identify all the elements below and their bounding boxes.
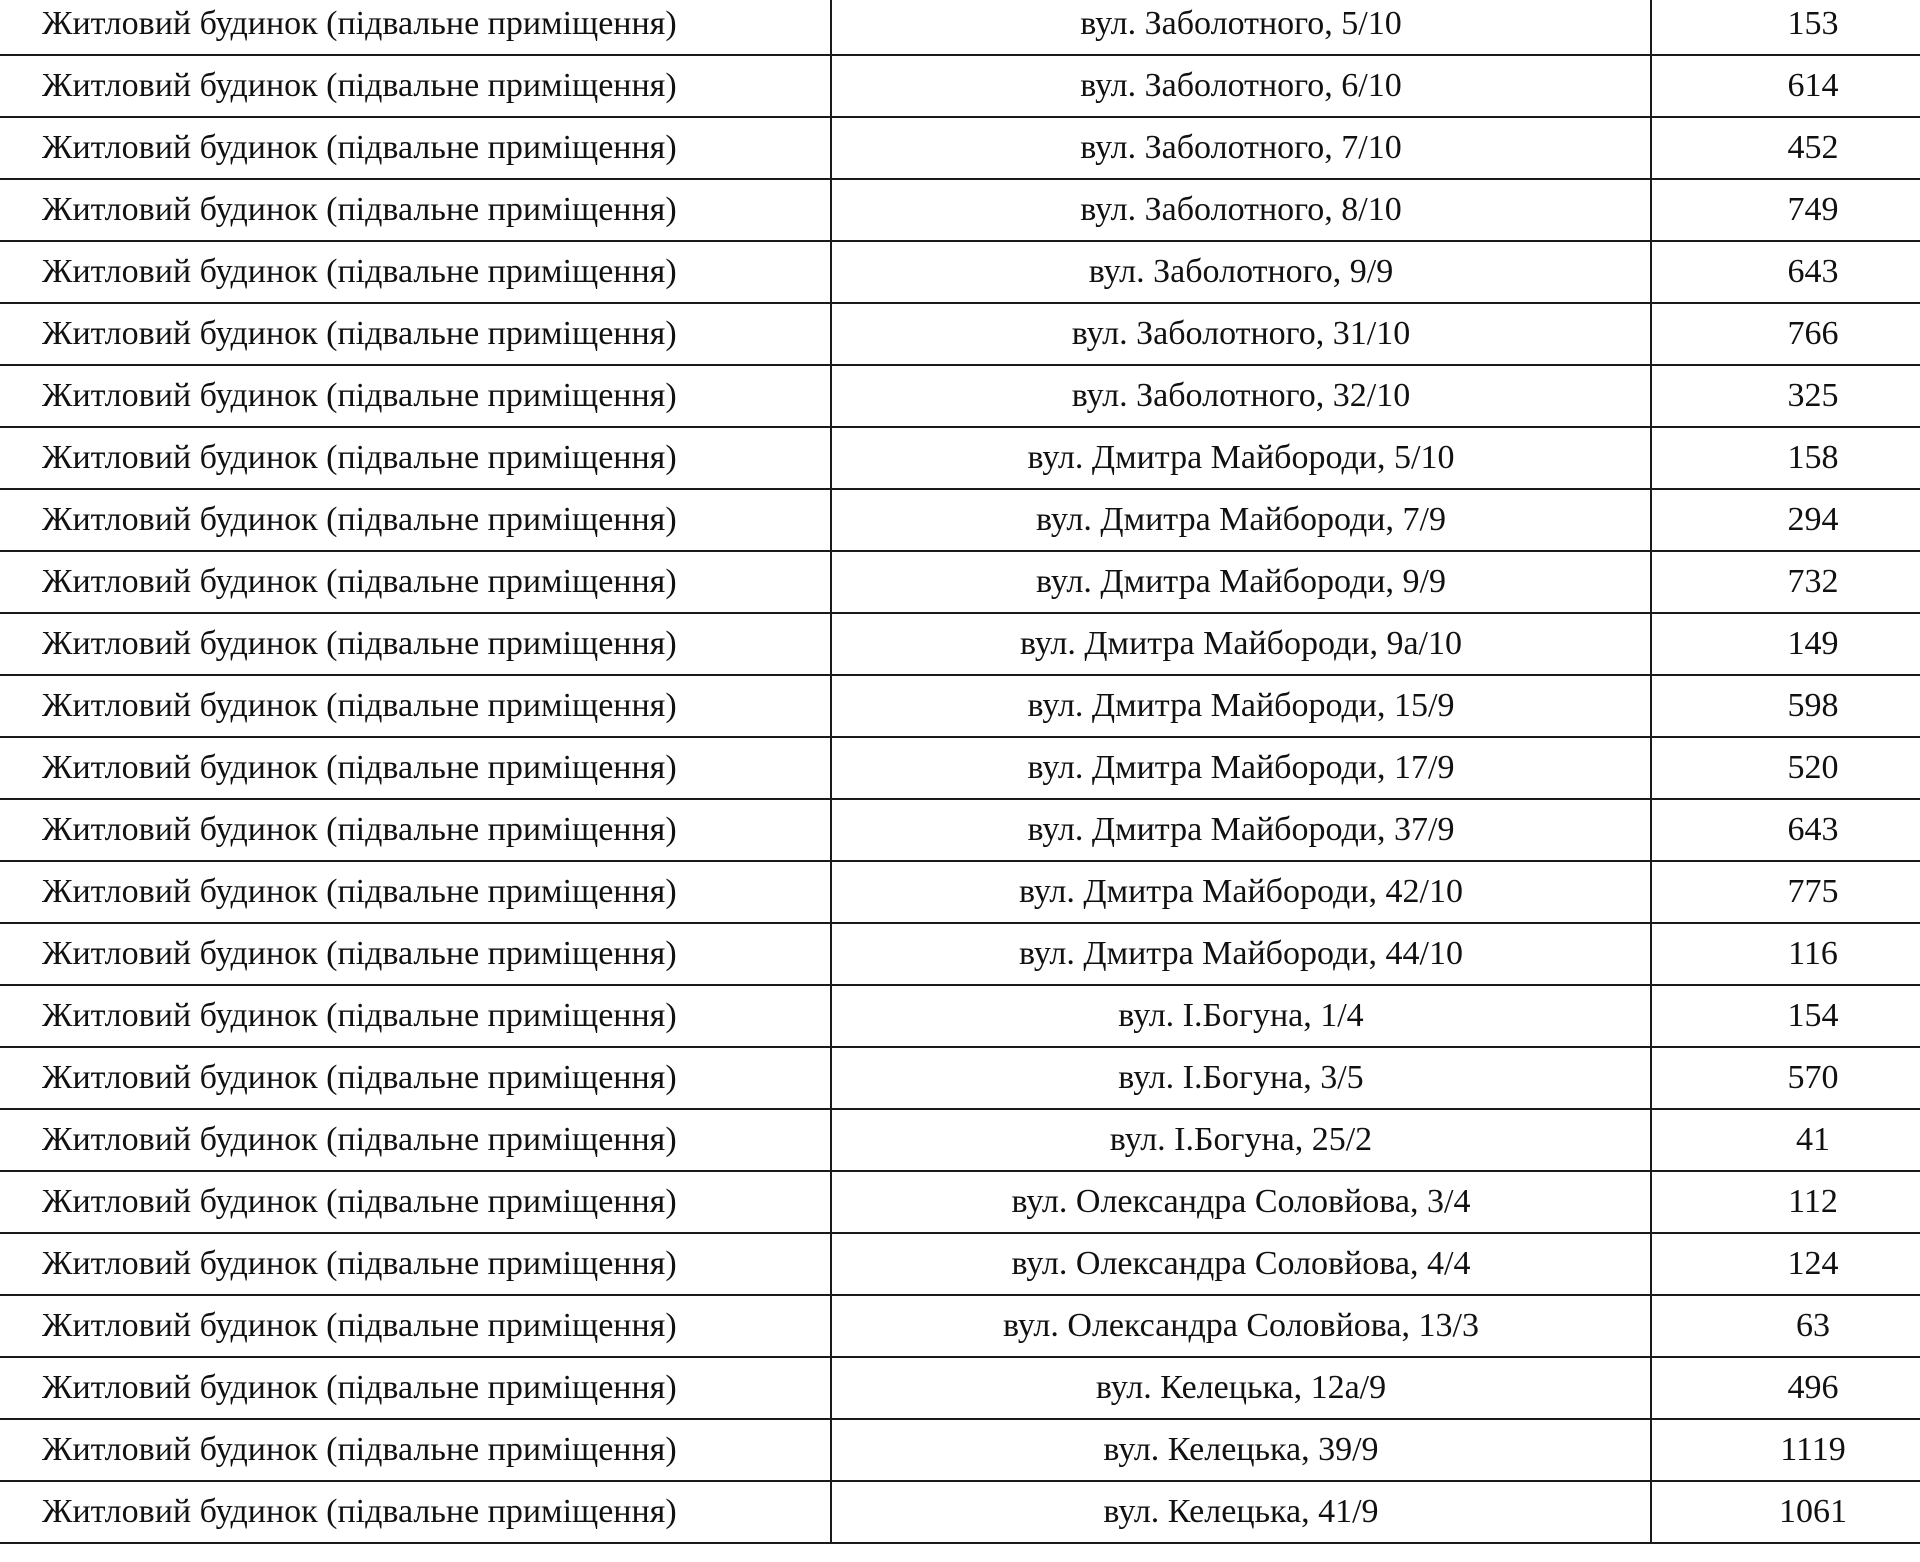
address-cell: вул. І.Богуна, 1/4 bbox=[831, 985, 1651, 1047]
table-row bbox=[0, 1419, 1920, 1481]
capacity-cell: 775 bbox=[1651, 861, 1920, 923]
table-row bbox=[0, 1233, 1920, 1295]
table-row bbox=[0, 737, 1920, 799]
table-row bbox=[0, 303, 1920, 365]
address-cell: вул. Олександра Соловйова, 3/4 bbox=[831, 1171, 1651, 1233]
address-cell: вул. Заболотного, 31/10 bbox=[831, 303, 1651, 365]
address-cell: вул. Заболотного, 32/10 bbox=[831, 365, 1651, 427]
capacity-cell: 643 bbox=[1651, 241, 1920, 303]
address-cell: вул. Заболотного, 8/10 bbox=[831, 179, 1651, 241]
capacity-cell: 749 bbox=[1651, 179, 1920, 241]
table-row bbox=[0, 241, 1920, 303]
shelter-type-cell: Житловий будинок (підвальне приміщення) bbox=[0, 551, 831, 613]
address-cell: вул. Олександра Соловйова, 4/4 bbox=[831, 1233, 1651, 1295]
capacity-cell: 766 bbox=[1651, 303, 1920, 365]
address-cell: вул. Дмитра Майбороди, 15/9 bbox=[831, 675, 1651, 737]
capacity-cell: 732 bbox=[1651, 551, 1920, 613]
shelter-type-cell: Житловий будинок (підвальне приміщення) bbox=[0, 365, 831, 427]
address-cell: вул. І.Богуна, 3/5 bbox=[831, 1047, 1651, 1109]
address-cell: вул. Дмитра Майбороди, 37/9 bbox=[831, 799, 1651, 861]
address-cell: вул. Дмитра Майбороди, 9/9 bbox=[831, 551, 1651, 613]
address-cell: вул. Заболотного, 9/9 bbox=[831, 241, 1651, 303]
shelter-type-cell: Житловий будинок (підвальне приміщення) bbox=[0, 861, 831, 923]
address-cell: вул. Заболотного, 7/10 bbox=[831, 117, 1651, 179]
table-row bbox=[0, 861, 1920, 923]
shelter-type-cell: Житловий будинок (підвальне приміщення) bbox=[0, 427, 831, 489]
table-row bbox=[0, 1481, 1920, 1543]
shelter-type-cell: Житловий будинок (підвальне приміщення) bbox=[0, 799, 831, 861]
shelter-type-cell: Житловий будинок (підвальне приміщення) bbox=[0, 179, 831, 241]
shelter-type-cell: Житловий будинок (підвальне приміщення) bbox=[0, 1233, 831, 1295]
table-row bbox=[0, 675, 1920, 737]
shelter-type-cell: Житловий будинок (підвальне приміщення) bbox=[0, 1047, 831, 1109]
address-cell: вул. Келецька, 41/9 bbox=[831, 1481, 1651, 1543]
address-cell: вул. Дмитра Майбороди, 44/10 bbox=[831, 923, 1651, 985]
address-cell: вул. Заболотного, 6/10 bbox=[831, 55, 1651, 117]
table-row bbox=[0, 985, 1920, 1047]
shelter-type-cell: Житловий будинок (підвальне приміщення) bbox=[0, 1357, 831, 1419]
capacity-cell: 294 bbox=[1651, 489, 1920, 551]
shelter-type-cell: Житловий будинок (підвальне приміщення) bbox=[0, 55, 831, 117]
address-cell: вул. Дмитра Майбороди, 42/10 bbox=[831, 861, 1651, 923]
address-cell: вул. Заболотного, 5/10 bbox=[831, 0, 1651, 55]
shelter-type-cell: Житловий будинок (підвальне приміщення) bbox=[0, 1109, 831, 1171]
capacity-cell: 153 bbox=[1651, 0, 1920, 55]
table-row bbox=[0, 1295, 1920, 1357]
shelter-type-cell: Житловий будинок (підвальне приміщення) bbox=[0, 923, 831, 985]
capacity-cell: 1061 bbox=[1651, 1481, 1920, 1543]
shelter-type-cell: Житловий будинок (підвальне приміщення) bbox=[0, 1419, 831, 1481]
capacity-cell: 598 bbox=[1651, 675, 1920, 737]
shelter-type-cell: Житловий будинок (підвальне приміщення) bbox=[0, 303, 831, 365]
capacity-cell: 1119 bbox=[1651, 1419, 1920, 1481]
capacity-cell: 158 bbox=[1651, 427, 1920, 489]
shelter-type-cell: Житловий будинок (підвальне приміщення) bbox=[0, 117, 831, 179]
capacity-cell: 643 bbox=[1651, 799, 1920, 861]
table-row bbox=[0, 117, 1920, 179]
capacity-cell: 614 bbox=[1651, 55, 1920, 117]
table-row bbox=[0, 1047, 1920, 1109]
capacity-cell: 149 bbox=[1651, 613, 1920, 675]
capacity-cell: 570 bbox=[1651, 1047, 1920, 1109]
capacity-cell: 41 bbox=[1651, 1109, 1920, 1171]
capacity-cell: 116 bbox=[1651, 923, 1920, 985]
address-cell: вул. Дмитра Майбороди, 17/9 bbox=[831, 737, 1651, 799]
address-cell: вул. І.Богуна, 25/2 bbox=[831, 1109, 1651, 1171]
table-row bbox=[0, 551, 1920, 613]
table-row bbox=[0, 1357, 1920, 1419]
address-cell: вул. Олександра Соловйова, 13/3 bbox=[831, 1295, 1651, 1357]
capacity-cell: 325 bbox=[1651, 365, 1920, 427]
shelter-type-cell: Житловий будинок (підвальне приміщення) bbox=[0, 489, 831, 551]
table-row bbox=[0, 55, 1920, 117]
address-cell: вул. Келецька, 12а/9 bbox=[831, 1357, 1651, 1419]
table-row bbox=[0, 1171, 1920, 1233]
capacity-cell: 496 bbox=[1651, 1357, 1920, 1419]
shelter-type-cell: Житловий будинок (підвальне приміщення) bbox=[0, 675, 831, 737]
address-cell: вул. Дмитра Майбороди, 7/9 bbox=[831, 489, 1651, 551]
table-row bbox=[0, 613, 1920, 675]
table-row bbox=[0, 427, 1920, 489]
table-row bbox=[0, 179, 1920, 241]
capacity-cell: 154 bbox=[1651, 985, 1920, 1047]
shelter-type-cell: Житловий будинок (підвальне приміщення) bbox=[0, 985, 831, 1047]
table-row bbox=[0, 923, 1920, 985]
table-row bbox=[0, 799, 1920, 861]
capacity-cell: 63 bbox=[1651, 1295, 1920, 1357]
table-row bbox=[0, 365, 1920, 427]
address-cell: вул. Дмитра Майбороди, 5/10 bbox=[831, 427, 1651, 489]
address-cell: вул. Келецька, 39/9 bbox=[831, 1419, 1651, 1481]
address-cell: вул. Дмитра Майбороди, 9а/10 bbox=[831, 613, 1651, 675]
capacity-cell: 452 bbox=[1651, 117, 1920, 179]
capacity-cell: 124 bbox=[1651, 1233, 1920, 1295]
table-row bbox=[0, 489, 1920, 551]
shelter-type-cell: Житловий будинок (підвальне приміщення) bbox=[0, 1481, 831, 1543]
shelter-type-cell: Житловий будинок (підвальне приміщення) bbox=[0, 613, 831, 675]
shelter-type-cell: Житловий будинок (підвальне приміщення) bbox=[0, 737, 831, 799]
shelter-type-cell: Житловий будинок (підвальне приміщення) bbox=[0, 1295, 831, 1357]
capacity-cell: 112 bbox=[1651, 1171, 1920, 1233]
capacity-cell: 520 bbox=[1651, 737, 1920, 799]
table-row bbox=[0, 1109, 1920, 1171]
table-row bbox=[0, 0, 1920, 55]
shelter-type-cell: Житловий будинок (підвальне приміщення) bbox=[0, 0, 831, 55]
shelter-type-cell: Житловий будинок (підвальне приміщення) bbox=[0, 241, 831, 303]
shelter-type-cell: Житловий будинок (підвальне приміщення) bbox=[0, 1171, 831, 1233]
